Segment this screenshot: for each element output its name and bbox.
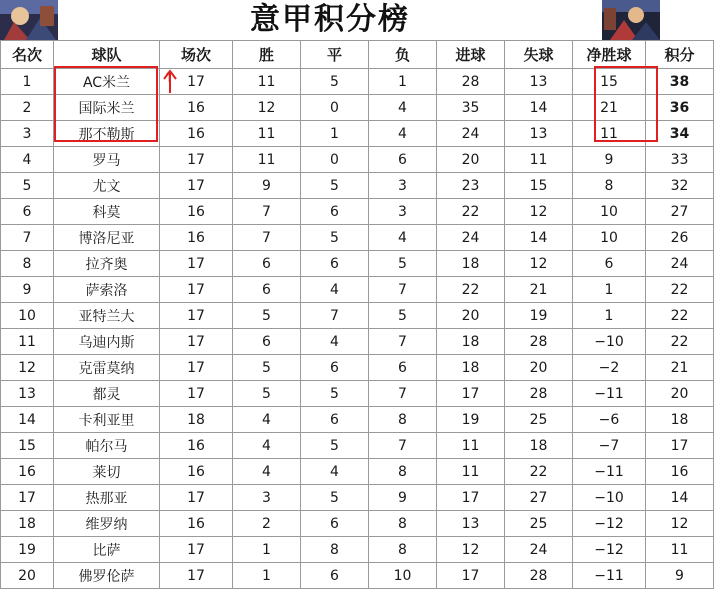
table-row	[1, 69, 714, 95]
table-row	[1, 147, 714, 173]
cell-draw: 4	[301, 329, 369, 355]
table-header-row	[1, 41, 714, 69]
column-header-played: 场次	[160, 41, 233, 69]
cell-team: 罗马	[54, 147, 160, 173]
cell-goal-difference: 21	[573, 95, 646, 121]
cell-draw: 4	[301, 277, 369, 303]
cell-goals-for: 22	[437, 277, 505, 303]
column-header-goal-difference: 净胜球	[573, 41, 646, 69]
cell-goals-for: 35	[437, 95, 505, 121]
cell-goals-against: 15	[505, 173, 573, 199]
table-row	[1, 173, 714, 199]
cell-goal-difference: −7	[573, 433, 646, 459]
cell-team: 国际米兰	[54, 95, 160, 121]
table-row	[1, 95, 714, 121]
cell-rank: 13	[1, 381, 54, 407]
cell-win: 6	[233, 329, 301, 355]
cell-goal-difference: −10	[573, 329, 646, 355]
cell-points: 26	[646, 225, 714, 251]
cell-goals-against: 27	[505, 485, 573, 511]
cell-rank: 10	[1, 303, 54, 329]
cell-played: 17	[160, 537, 233, 563]
cell-rank: 7	[1, 225, 54, 251]
cell-rank: 12	[1, 355, 54, 381]
cell-loss: 1	[369, 69, 437, 95]
cell-draw: 6	[301, 199, 369, 225]
cell-points: 36	[646, 95, 714, 121]
cell-goals-for: 20	[437, 147, 505, 173]
cell-played: 16	[160, 459, 233, 485]
cell-win: 5	[233, 355, 301, 381]
cell-loss: 4	[369, 121, 437, 147]
cell-goals-for: 24	[437, 121, 505, 147]
cell-goals-for: 11	[437, 459, 505, 485]
table-row	[1, 251, 714, 277]
cell-loss: 10	[369, 563, 437, 589]
cell-goals-for: 17	[437, 485, 505, 511]
cell-win: 7	[233, 225, 301, 251]
cell-draw: 5	[301, 381, 369, 407]
table-row	[1, 355, 714, 381]
cell-goal-difference: −12	[573, 537, 646, 563]
cell-points: 34	[646, 121, 714, 147]
cell-team: 科莫	[54, 199, 160, 225]
cell-played: 17	[160, 485, 233, 511]
cell-points: 21	[646, 355, 714, 381]
cell-team: 拉齐奥	[54, 251, 160, 277]
cell-goal-difference: −10	[573, 485, 646, 511]
cell-draw: 6	[301, 511, 369, 537]
cell-goals-for: 22	[437, 199, 505, 225]
cell-goal-difference: −6	[573, 407, 646, 433]
cell-points: 14	[646, 485, 714, 511]
cell-goals-for: 17	[437, 381, 505, 407]
cell-points: 33	[646, 147, 714, 173]
table-row	[1, 329, 714, 355]
cell-goal-difference: −11	[573, 459, 646, 485]
cell-points: 32	[646, 173, 714, 199]
cell-loss: 9	[369, 485, 437, 511]
cell-win: 4	[233, 459, 301, 485]
cell-win: 11	[233, 69, 301, 95]
cell-goals-for: 17	[437, 563, 505, 589]
cell-draw: 0	[301, 95, 369, 121]
cell-points: 22	[646, 303, 714, 329]
cell-loss: 7	[369, 381, 437, 407]
cell-played: 17	[160, 173, 233, 199]
cell-loss: 5	[369, 251, 437, 277]
cell-goals-against: 11	[505, 147, 573, 173]
table-row	[1, 511, 714, 537]
cell-win: 5	[233, 303, 301, 329]
cell-rank: 15	[1, 433, 54, 459]
cell-rank: 4	[1, 147, 54, 173]
arrow-up-icon: ↑	[163, 68, 176, 86]
cell-played: 17	[160, 355, 233, 381]
cell-goals-against: 21	[505, 277, 573, 303]
standings-body	[1, 69, 714, 589]
cell-team: 尤文	[54, 173, 160, 199]
cell-goals-for: 24	[437, 225, 505, 251]
cell-draw: 6	[301, 251, 369, 277]
cell-goal-difference: 1	[573, 303, 646, 329]
cell-played: 17	[160, 69, 233, 95]
cell-points: 16	[646, 459, 714, 485]
cell-goal-difference: −11	[573, 563, 646, 589]
standings-table	[0, 40, 714, 589]
cell-win: 3	[233, 485, 301, 511]
cell-points: 27	[646, 199, 714, 225]
cell-loss: 7	[369, 329, 437, 355]
table-row	[1, 277, 714, 303]
cell-goals-against: 28	[505, 381, 573, 407]
cell-goals-for: 13	[437, 511, 505, 537]
cell-draw: 5	[301, 173, 369, 199]
cell-points: 24	[646, 251, 714, 277]
cell-goal-difference: −2	[573, 355, 646, 381]
cell-win: 9	[233, 173, 301, 199]
column-header-goals-against: 失球	[505, 41, 573, 69]
cell-team: 维罗纳	[54, 511, 160, 537]
cell-team: 乌迪内斯	[54, 329, 160, 355]
cell-rank: 5	[1, 173, 54, 199]
cell-goal-difference: 9	[573, 147, 646, 173]
cell-goal-difference: 10	[573, 225, 646, 251]
cell-draw: 8	[301, 537, 369, 563]
cell-rank: 19	[1, 537, 54, 563]
cell-goal-difference: −12	[573, 511, 646, 537]
cell-team: 克雷莫纳	[54, 355, 160, 381]
cell-goals-against: 22	[505, 459, 573, 485]
cell-draw: 1	[301, 121, 369, 147]
cell-played: 16	[160, 511, 233, 537]
cell-points: 20	[646, 381, 714, 407]
table-row	[1, 433, 714, 459]
cell-played: 18	[160, 407, 233, 433]
cell-played: 16	[160, 225, 233, 251]
table-row	[1, 459, 714, 485]
cell-points: 22	[646, 329, 714, 355]
cell-win: 4	[233, 407, 301, 433]
cell-win: 6	[233, 251, 301, 277]
cell-loss: 7	[369, 277, 437, 303]
cell-goals-for: 19	[437, 407, 505, 433]
cell-win: 11	[233, 147, 301, 173]
cell-played: 16	[160, 95, 233, 121]
cell-played: 17	[160, 277, 233, 303]
cell-goals-against: 14	[505, 225, 573, 251]
cell-win: 6	[233, 277, 301, 303]
cell-win: 5	[233, 381, 301, 407]
page-title: 意甲积分榜	[250, 2, 410, 37]
cell-win: 1	[233, 563, 301, 589]
cell-played: 17	[160, 251, 233, 277]
cell-team: 博洛尼亚	[54, 225, 160, 251]
cell-points: 11	[646, 537, 714, 563]
table-row	[1, 381, 714, 407]
cell-goals-for: 11	[437, 433, 505, 459]
cell-draw: 5	[301, 225, 369, 251]
cell-loss: 3	[369, 199, 437, 225]
cell-draw: 4	[301, 459, 369, 485]
table-row	[1, 121, 714, 147]
cell-rank: 1	[1, 69, 54, 95]
cell-goals-against: 13	[505, 121, 573, 147]
column-header-team: 球队	[54, 41, 160, 69]
cell-loss: 8	[369, 407, 437, 433]
cell-team: 那不勒斯	[54, 121, 160, 147]
cell-team: 佛罗伦萨	[54, 563, 160, 589]
cell-win: 12	[233, 95, 301, 121]
table-row	[1, 407, 714, 433]
column-header-loss: 负	[369, 41, 437, 69]
cell-goal-difference: 8	[573, 173, 646, 199]
cell-team: 卡利亚里	[54, 407, 160, 433]
cell-win: 1	[233, 537, 301, 563]
cell-loss: 6	[369, 147, 437, 173]
cell-team: 帕尔马	[54, 433, 160, 459]
column-header-rank: 名次	[1, 41, 54, 69]
cell-team: 都灵	[54, 381, 160, 407]
cell-rank: 18	[1, 511, 54, 537]
cell-goals-against: 14	[505, 95, 573, 121]
cell-played: 17	[160, 563, 233, 589]
cell-goals-for: 20	[437, 303, 505, 329]
cell-team: AC米兰	[54, 69, 160, 95]
cell-goals-for: 28	[437, 69, 505, 95]
cell-goals-against: 20	[505, 355, 573, 381]
cell-goals-against: 28	[505, 329, 573, 355]
cell-team: 萨索洛	[54, 277, 160, 303]
cell-loss: 8	[369, 511, 437, 537]
column-header-points: 积分	[646, 41, 714, 69]
cell-rank: 8	[1, 251, 54, 277]
table-row	[1, 563, 714, 589]
cell-rank: 2	[1, 95, 54, 121]
cell-draw: 6	[301, 563, 369, 589]
cell-points: 22	[646, 277, 714, 303]
cell-goals-against: 12	[505, 251, 573, 277]
page-header	[0, 0, 660, 40]
table-row	[1, 537, 714, 563]
cell-win: 11	[233, 121, 301, 147]
cell-team: 热那亚	[54, 485, 160, 511]
cell-rank: 17	[1, 485, 54, 511]
cell-draw: 0	[301, 147, 369, 173]
cell-goal-difference: 10	[573, 199, 646, 225]
cell-loss: 6	[369, 355, 437, 381]
cell-win: 7	[233, 199, 301, 225]
table-row	[1, 485, 714, 511]
cell-goals-against: 25	[505, 511, 573, 537]
cell-win: 2	[233, 511, 301, 537]
cell-points: 38	[646, 69, 714, 95]
cell-team: 亚特兰大	[54, 303, 160, 329]
cell-draw: 5	[301, 69, 369, 95]
cell-rank: 14	[1, 407, 54, 433]
cell-goals-for: 18	[437, 355, 505, 381]
cell-loss: 8	[369, 459, 437, 485]
photo-thumbnail-right	[602, 0, 660, 40]
cell-loss: 3	[369, 173, 437, 199]
table-row	[1, 303, 714, 329]
cell-goal-difference: 11	[573, 121, 646, 147]
cell-played: 17	[160, 329, 233, 355]
column-header-win: 胜	[233, 41, 301, 69]
cell-goals-against: 12	[505, 199, 573, 225]
cell-played: 17	[160, 147, 233, 173]
cell-draw: 6	[301, 355, 369, 381]
cell-points: 17	[646, 433, 714, 459]
cell-loss: 7	[369, 433, 437, 459]
cell-goals-for: 18	[437, 329, 505, 355]
cell-team: 莱切	[54, 459, 160, 485]
cell-goals-against: 25	[505, 407, 573, 433]
cell-rank: 20	[1, 563, 54, 589]
cell-draw: 7	[301, 303, 369, 329]
cell-draw: 5	[301, 433, 369, 459]
cell-goals-against: 28	[505, 563, 573, 589]
cell-rank: 16	[1, 459, 54, 485]
cell-played: 17	[160, 381, 233, 407]
cell-rank: 3	[1, 121, 54, 147]
cell-rank: 9	[1, 277, 54, 303]
table-row	[1, 225, 714, 251]
cell-goals-against: 13	[505, 69, 573, 95]
cell-win: 4	[233, 433, 301, 459]
cell-goal-difference: 1	[573, 277, 646, 303]
cell-points: 12	[646, 511, 714, 537]
cell-points: 18	[646, 407, 714, 433]
cell-played: 17	[160, 303, 233, 329]
cell-goals-for: 23	[437, 173, 505, 199]
cell-played: 16	[160, 433, 233, 459]
cell-played: 16	[160, 121, 233, 147]
column-header-draw: 平	[301, 41, 369, 69]
cell-rank: 6	[1, 199, 54, 225]
cell-rank: 11	[1, 329, 54, 355]
cell-goal-difference: 15	[573, 69, 646, 95]
cell-team: 比萨	[54, 537, 160, 563]
cell-loss: 4	[369, 95, 437, 121]
cell-goals-for: 12	[437, 537, 505, 563]
cell-points: 9	[646, 563, 714, 589]
table-row	[1, 199, 714, 225]
column-header-goals-for: 进球	[437, 41, 505, 69]
cell-goals-against: 19	[505, 303, 573, 329]
cell-loss: 5	[369, 303, 437, 329]
cell-goal-difference: −11	[573, 381, 646, 407]
cell-draw: 5	[301, 485, 369, 511]
cell-loss: 4	[369, 225, 437, 251]
cell-goals-against: 24	[505, 537, 573, 563]
cell-draw: 6	[301, 407, 369, 433]
cell-played: 16	[160, 199, 233, 225]
cell-goals-against: 18	[505, 433, 573, 459]
cell-loss: 8	[369, 537, 437, 563]
cell-goal-difference: 6	[573, 251, 646, 277]
cell-goals-for: 18	[437, 251, 505, 277]
